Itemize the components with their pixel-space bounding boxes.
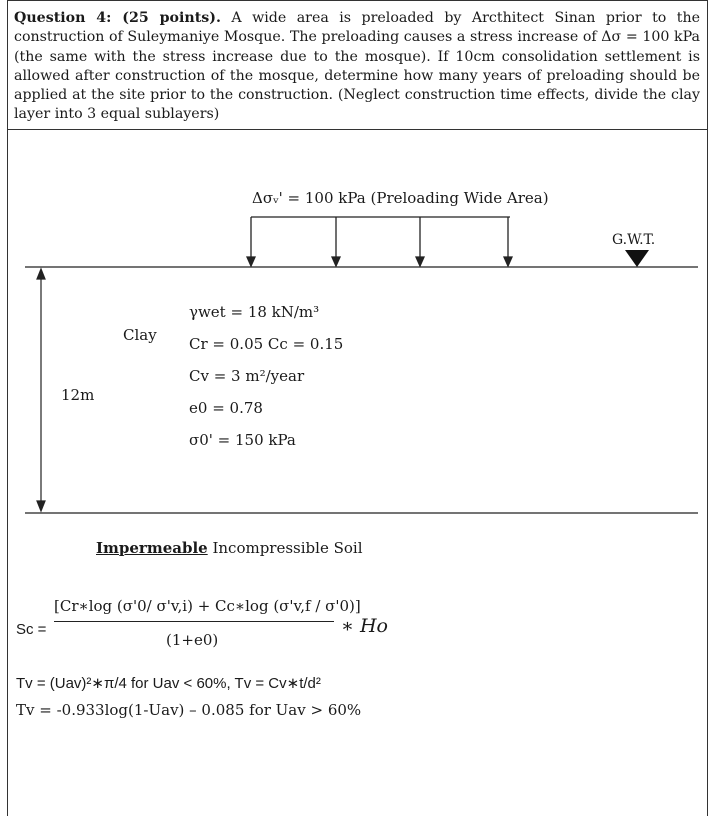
question-heading: Question 4: (25 points). — [14, 10, 221, 26]
e0-property: e0 = 0.78 — [189, 399, 263, 417]
incompressible-soil-text: Incompressible Soil — [212, 539, 363, 557]
sc-label: Sc = — [16, 621, 47, 638]
soil-profile-diagram — [8, 1, 708, 521]
gamma-wet-property: γwet = 18 kN/m³ — [189, 303, 320, 321]
cr-cc-property: Cr = 0.05 Cc = 0.15 — [189, 335, 344, 353]
sc-numerator: [Cr∗log (σ'0/ σ'v,i) + Cc∗log (σ'v,f / σ'0)] — [54, 597, 361, 615]
fraction-bar — [54, 621, 334, 622]
tv-formula-line2: Tv = -0.933log(1-Uav) – 0.085 for Uav > 60% — [16, 701, 362, 719]
load-bracket — [247, 217, 512, 266]
load-label: Δσᵥ' = 100 kPa (Preloading Wide Area) — [252, 189, 549, 207]
settlement-formula — [16, 597, 416, 661]
sc-denominator: (1+e0) — [166, 631, 219, 649]
tv-formula-line1: Tv = (Uav)²∗π/4 for Uav < 60%, Tv = Cv∗t/d² — [16, 675, 321, 692]
gwt-triangle — [625, 250, 649, 267]
thickness-label: 12m — [61, 386, 95, 404]
base-layer-label — [96, 539, 363, 557]
impermeable-word: Impermeable — [96, 539, 208, 557]
sigma0-property: σ0' = 150 kPa — [189, 431, 296, 449]
gwt-label: G.W.T. — [612, 232, 656, 248]
ho-multiplier: ∗ Ho — [341, 615, 388, 637]
thickness-arrow — [37, 269, 45, 511]
document-page — [7, 0, 708, 816]
clay-label: Clay — [123, 326, 157, 344]
cv-property: Cv = 3 m²/year — [189, 367, 305, 385]
question-body: A wide area is preloaded by Arcthitect Sinan prior to the construction of Suleymaniye Mosque. The preloading causes a stress increase of Δσ = 100 kPa (the same with the stress increase due to the mosque). If 10cm consolidation settlement is allowed after construction of the mosque, determine how many years of preloading should be applied at the site prior to the construction. (Neglect construction time effects, divide the clay layer into 3 equal sublayers) — [14, 10, 701, 123]
